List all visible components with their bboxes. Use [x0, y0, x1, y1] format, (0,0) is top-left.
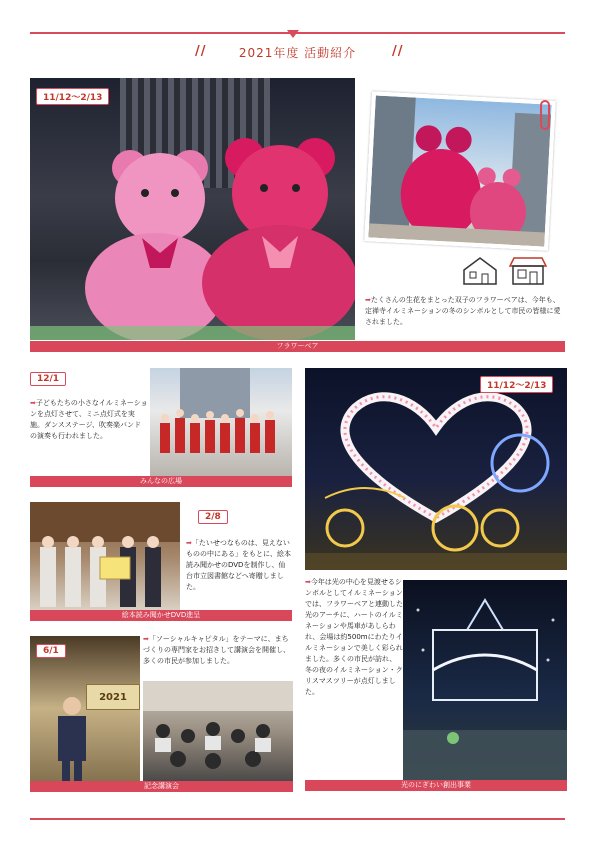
text-illumination: ➡今年は光の中心を見渡せるシンボルとしてイルミネーションでは、フラワーベアと連動した光のアーチに、ハートのイルミネーションや馬車があしらわれ、会場は約500mにわたりイルミネーションで美しく彩られました。多くの市民が訪れ、冬の夜のイルミネーション・クリスマスツリーが点灯しました。 [305, 578, 403, 696]
top-notch [287, 30, 299, 38]
header-slash-left: // [195, 44, 207, 59]
bullet-icon: ➡ [186, 539, 192, 547]
heart-carriage-photo [305, 368, 567, 570]
bullet-icon: ➡ [365, 296, 371, 304]
date-tag-minna-hiroba: 12/1 [30, 372, 66, 386]
castle-illumination-photo [403, 580, 567, 780]
shop-icon [508, 256, 548, 286]
daylight-bear-photo [364, 91, 556, 250]
caption-lecture: 記念講演会 [30, 781, 293, 792]
house-icon [462, 256, 498, 286]
flower-bear-illustration [30, 78, 355, 340]
bullet-icon: ➡ [30, 399, 36, 407]
bottom-rule [30, 818, 565, 820]
paperclip-icon [540, 100, 550, 130]
date-tag-flower-bear: 11/12～2/13 [36, 88, 109, 105]
caption-minna-hiroba: みんなの広場 [30, 476, 292, 487]
caption-flower-bear: フラワーベア [30, 341, 565, 352]
page-title: 2021年度 活動紹介 [238, 46, 357, 60]
text-dvd: ➡「たいせつなものは、見えないものの中にある」をもとに、絵本読み聞かせのDVDを制作し、仙台市立図書館などへ寄贈しました。 [186, 539, 291, 591]
caption-illumination: 光のにぎわい創出事業 [305, 780, 567, 791]
date-tag-dvd: 2/8 [198, 510, 228, 524]
text-flower-bear: ➡たくさんの生花をまとった双子のフラワーベアは、今年も、定禅寺イルミネーションの冬のシンボルとして市民の皆様に愛されました。 [365, 296, 561, 326]
dvd-presentation-photo [30, 502, 180, 610]
bullet-icon: ➡ [143, 635, 149, 643]
date-tag-lecture: 6/1 [36, 644, 66, 658]
caption-dvd: 絵本読み聞かせDVD進呈 [30, 610, 292, 621]
flower-bear-photo [30, 78, 355, 340]
bullet-icon: ➡ [305, 578, 311, 586]
text-minna-hiroba: ➡子どもたちの小さなイルミネーションを点灯させて、ミニ点灯式を実施。ダンスステージ、吹奏楽バンドの演奏も行われました。 [30, 399, 148, 440]
santa-dance-photo [150, 368, 292, 476]
page-header [0, 44, 595, 61]
date-tag-illumination: 11/12～2/13 [480, 376, 553, 393]
event-banner: 2021 [86, 684, 140, 710]
text-lecture: ➡「ソーシャルキャピタル」をテーマに、まちづくりの専門家をお招きして講演会を開催し、多くの市民が参加しました。 [143, 635, 290, 665]
lecture-audience-photo [143, 681, 293, 781]
header-slash-right: // [392, 44, 404, 59]
